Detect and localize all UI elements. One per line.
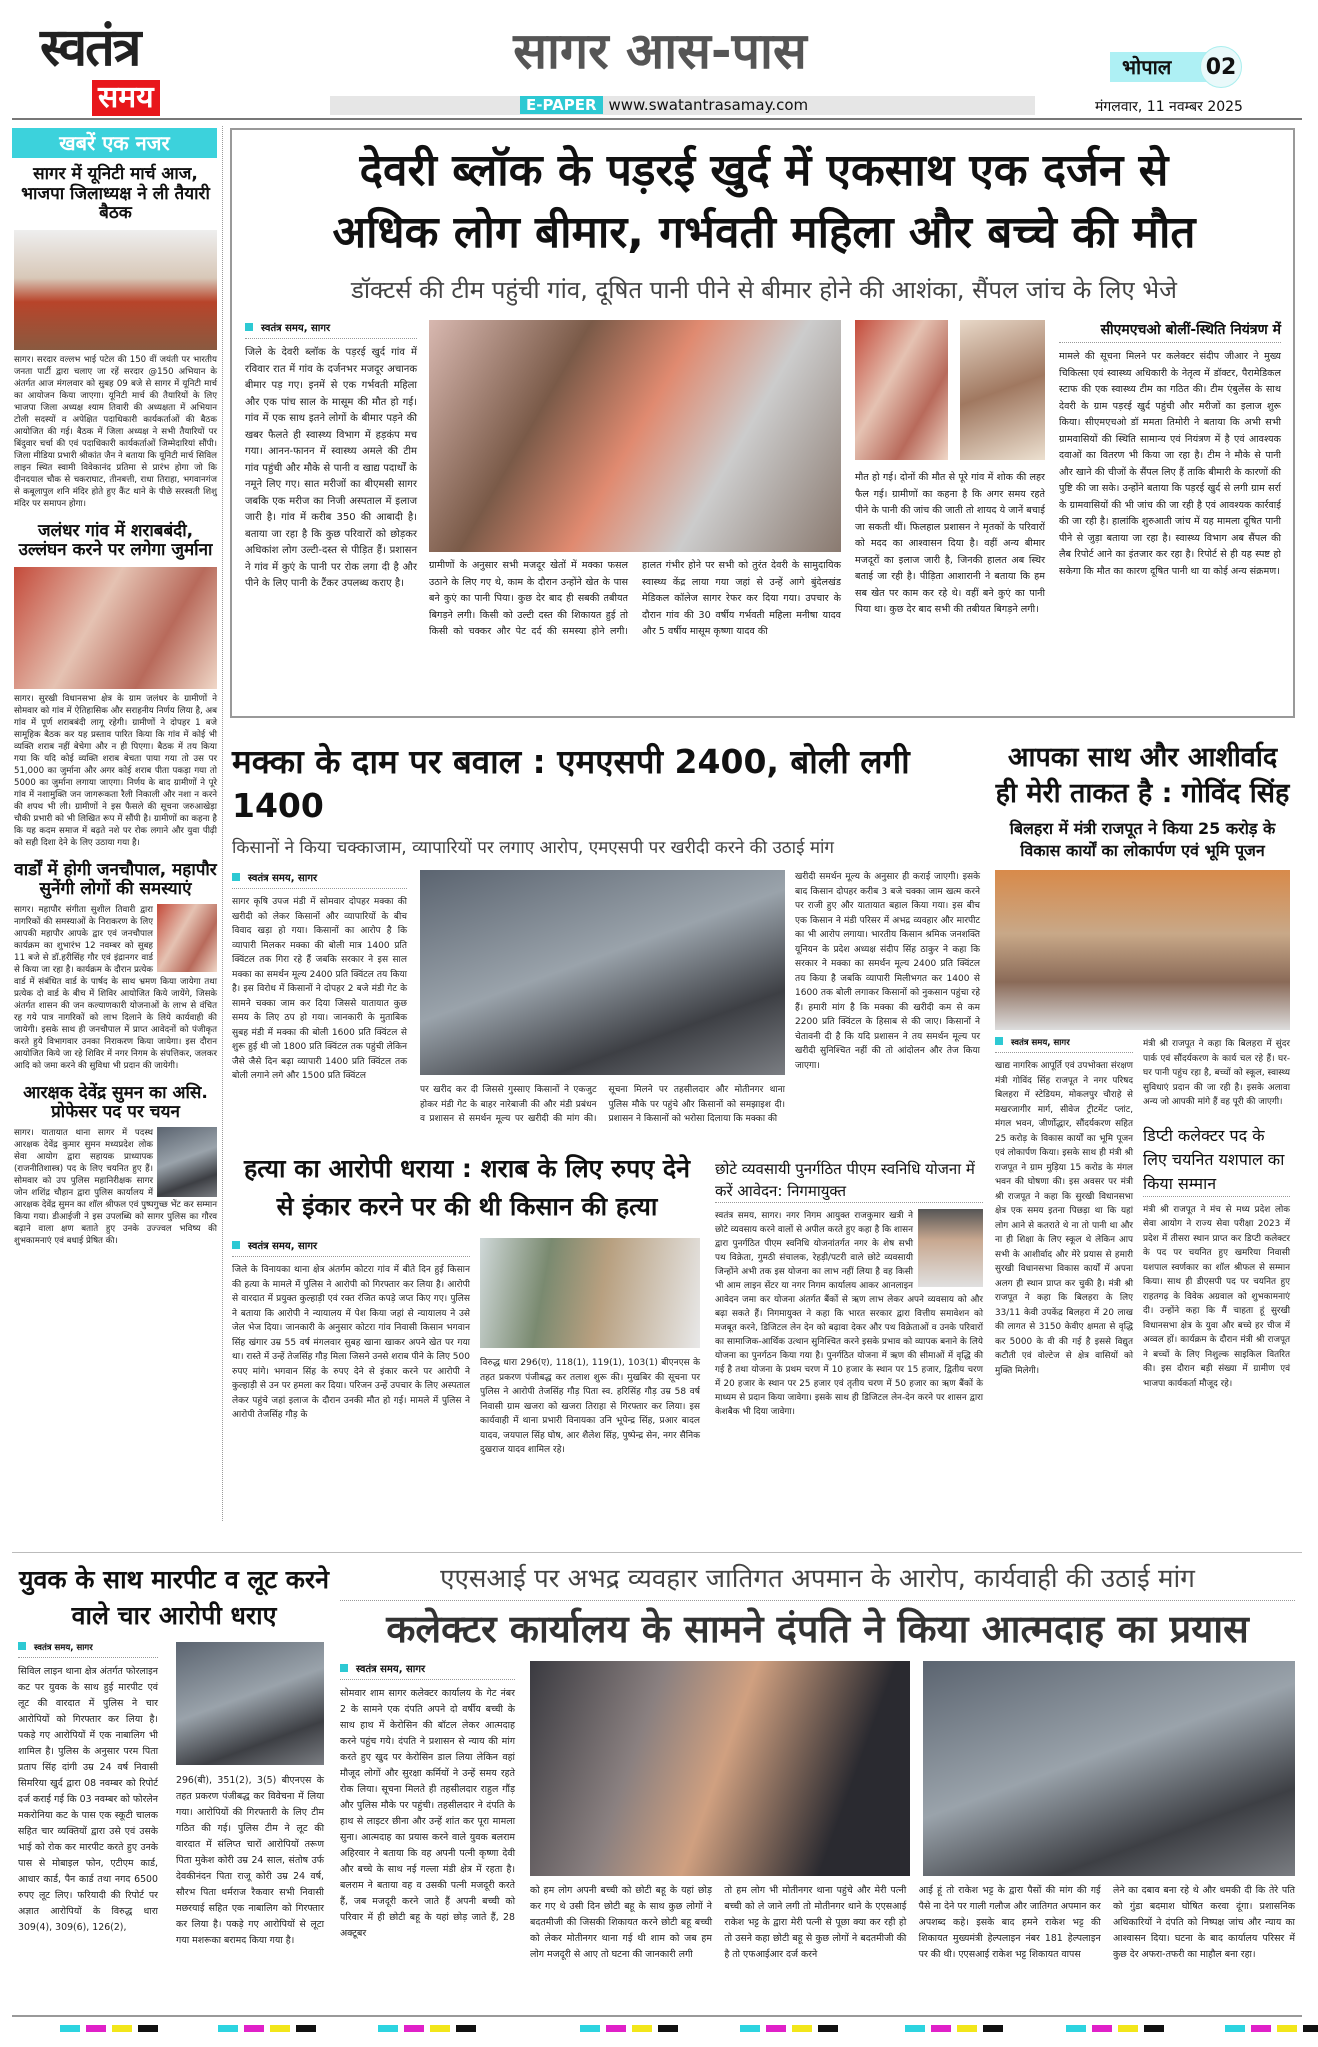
registration-mark	[244, 2025, 264, 2032]
registration-mark	[792, 2025, 812, 2032]
byline: स्वतंत्र समय, सागर	[245, 320, 417, 339]
farmers-protest-photo	[420, 870, 785, 1075]
story-headline: सागर में यूनिटी मार्च आज, भाजपा जिलाध्यक्ष ने ली तैयारी बैठक	[21, 164, 210, 224]
lead-story	[230, 128, 1295, 718]
registration-mark	[1251, 2025, 1271, 2032]
hatya-columns	[232, 1238, 702, 1458]
byline: स्वतंत्र समय, सागर	[18, 1642, 158, 1658]
lead-sidebar	[1059, 320, 1281, 580]
rally-photo	[14, 567, 217, 689]
makka-headline: मक्का के दाम पर बवाल : एमएसपी 2400, बोली लगी 1400	[232, 742, 910, 825]
byline: स्वतंत्र समय, सागर	[340, 1661, 515, 1680]
sidebar-story-unity	[14, 165, 217, 510]
sidebar-story-selection	[14, 1084, 217, 1247]
epaper-tag: E-PAPER	[520, 96, 603, 114]
sidebar-header: खबरें एक नजर	[12, 128, 217, 158]
mayor-photo	[157, 904, 217, 972]
registration-mark	[404, 2025, 424, 2032]
collector-col2: को हम लोग अपनी बच्ची को छोटी बहू के यहां छोड़ कर गए थे उसी दिन छोटी बहू के साथ कुछ लोगों ने बदतमीजी की जिसकी शिकायत करने छोटी बहू बच्ची को लेकर मोतीनगर थाना गई थी शाम को जब हम लोग मजदूरी से आए तो घटना की जानकारी लगी	[530, 1885, 712, 1960]
lead-col3: मौत हो गई। दोनों की मौत से पूरे गांव में शोक की लहर फैल गई। ग्रामीणों का कहना है कि अगर समय रहते पीने के पानी की जांच की जाती तो शायद ये जानें बचाई जा सकती थीं। फिलहाल प्रशासन ने मृतकों के परिवारों को मदद का आश्वासन दिया है। वहीं अन्य बीमार मजदूरों का इलाज जारी है, जिनकी हालत अब स्थिर बताई जा रही है। पीड़िता आशारानी ने बताया कि हम सब खेत पर काम कर रहे थे। वहीं बने कुएं का पानी पिया था। कुछ देर बाद सभी की तबीयत बिगड़ने लगी।	[855, 472, 1045, 615]
registration-mark	[957, 2025, 977, 2032]
makka-subhead: किसानों ने किया चक्काजाम, व्यापारियों पर लगाए आरोप, एमएसपी पर खरीदी करने की उठाई मांग	[232, 838, 834, 858]
registration-mark	[1144, 2025, 1164, 2032]
registration-mark	[740, 2025, 760, 2032]
govind-headline: आपका साथ और आशीर्वाद ही मेरी ताकत है : गोविंद सिंह	[995, 742, 1290, 809]
website-link[interactable]: www.swatantrasamay.com	[608, 96, 809, 114]
section-title: सागर आस-पास	[513, 22, 807, 80]
byline: स्वतंत्र समय, सागर	[232, 870, 407, 889]
govind-story	[995, 740, 1290, 1391]
collector-photos	[530, 1661, 1295, 1876]
sidebar-column	[14, 165, 217, 1259]
column-divider	[222, 126, 223, 1521]
story-body: खाद्य नागरिक आपूर्ति एवं उपभोक्ता संरक्षण मंत्री गोविंद सिंह राजपूत ने नगर परिषद बिलहरा में स्टेडियम, मोकलपुर चौराहे से मखरजागीर मार्ग, सीवेज ट्रीटमेंट प्लांट, मंगल भवन, जीर्णोद्धार, सौंदर्यकरण सहित 25 करोड़ के विकास कार्यों का भूमि पूजन एवं लोकार्पण किया। इसके साथ ही मंत्री श्री राजपूत ने ग्राम मुड़िया 15 करोड के मंगल भवन की घोषणा की। इस अवसर पर मंत्री श्री राजपूत ने कहा कि सुरखी विधानसभा क्षेत्र एक समय इतना पिछड़ा था कि यहां लोग आने से कतराते थे ना तो पानी था और ना ही शिक्षा के लिए स्कूल थे लेकिन आप सभी के आशीर्वाद और मेरे प्रयास से हमारी सुरखी विधानसभा विकास कार्यों में अपना अलग ही स्थान प्राप्त कर चुकी है। मंत्री श्री राजपूत ने कहा कि बिलहरा के लिए 33/11 केवी उपकेंद्र बिलहरा में 20 लाख की लागत से 3150 केवीए क्षमता से वृद्धि कर 5000 के वी की गई है इससे विद्युत कटौती एवं वोल्टेज से क्षेत्र वासियों को मुक्ति मिलेगी।	[995, 1061, 1133, 1376]
loot-col2-wrap	[176, 1642, 324, 1949]
loot-headline: युवक के साथ मारपीट व लूट करने वाले चार आरोपी धराए	[18, 1565, 330, 1630]
lead-col2: ग्रामीणों के अनुसार सभी मजदूर खेतों में मक्का फसल उठाने के लिए गए थे, काम के दौरान उन्होंने खेत के पास बने कुएं का पानी पिया। कुछ देर बाद ही सबकी तबीयत बिगड़ने लगी। किसी को उल्टी दस्त की शिकायत हुई तो किसी को चक्कर और पेट दर्द की समस्या होने लगी। हालत गंभीर होने पर सभी को तुरंत देवरी के सामुदायिक स्वास्थ्य केंद्र लाया गया जहां से उन्हें आगे बुंदेलखंड मेडिकल कॉलेज सागर रेफर कर दिया गया। उपचार के दौरान गांव की 30 वर्षीय गर्भवती महिला मनीषा यादव और 5 वर्षीय मासूम कृष्णा यादव की	[429, 560, 841, 637]
sidebar-story-janchaupal	[14, 861, 217, 1072]
registration-mark	[1225, 2025, 1245, 2032]
loot-columns	[14, 1642, 334, 1949]
registration-mark	[1303, 2025, 1318, 2032]
registration-mark	[766, 2025, 786, 2032]
story-body: सिविल लाइन थाना क्षेत्र अंतर्गत फोरलाइन कट पर युवक के साथ हुई मारपीट एवं लूट की वारदात में पुलिस ने चार आरोपियों को गिरफ्तार कर लिया है। पकड़े गए आरोपियों में एक नाबालिग भी शामिल है। पुलिस के अनुसार परम पिता प्रताप सिंह दांगी उम्र 24 वर्ष निवासी सिमरिया खुर्द द्वारा 08 नवम्बर को रिपोर्ट दर्ज कराई गई कि 03 नवम्बर को फोरलेन मकरोनिया कट के पास एक स्कूटी चालक सहित चार व्यक्तियों द्वारा उसे एवं उसके भाई को रोक कर मारपीट करते हुए उनके पास से मोबाइल फोन, एटीएम कार्ड, आधार कार्ड, पैन कार्ड तथा नगद 6500 रुपए लूट लिए। फरियादी की रिपोर्ट पर अज्ञात आरोपियों के विरुद्ध धारा 309(4), 309(6), 126(2),	[18, 1666, 158, 1933]
epaper-bar	[330, 96, 1035, 115]
logo: स्वतंत्र	[40, 18, 140, 78]
registration-mark	[296, 2025, 316, 2032]
collector-story	[340, 1562, 1295, 1963]
footer-rule	[12, 2015, 1302, 2017]
hatya-story	[232, 1150, 702, 1458]
story-body: सागर कृषि उपज मंडी में सोमवार दोपहर मक्का की खरीदी को लेकर किसानों और व्यापारियों के बीच विवाद खड़ा हो गया। किसानों का आरोप है कि व्यापारी मिलकर मक्का की बोली मात्र 1400 प्रति क्विंटल तक गिरा रहे हैं जबकि सरकार ने इस साल मक्का का समर्थन मूल्य 2400 प्रति क्विंटल तय किया है। इस विरोध में किसानों ने दोपहर 2 बजे मंडी गेट के सामने चक्का जाम कर दिया जिससे यातायात कुछ समय के लिए ठप हो गया। जानकारी के मुताबिक सुबह मंडी में मक्का की बोली 1600 प्रति क्विंटल से शुरू हुई थी जो 1800 प्रति क्विंटल तक पहुंची लेकिन जैसे जैसे दिन बढ़ा व्यापारी 1400 प्रति क्विंटल तक बोली लगाने लगे और 1500 प्रति क्विंटल	[232, 897, 407, 1081]
event-photo	[995, 870, 1290, 1030]
page-number: 02	[1200, 46, 1242, 88]
svanidhi-body	[715, 1209, 983, 1419]
lead-columns	[245, 320, 1283, 641]
registration-mark	[138, 2025, 158, 2032]
collector-columns	[340, 1661, 1295, 1963]
hatya-headline: हत्या का आरोपी धराया : शराब के लिए रुपए देने से इंकार करने पर की थी किसान की हत्या	[243, 1154, 691, 1221]
registration-mark	[270, 2025, 290, 2032]
victim-child-photo	[960, 320, 1045, 460]
lead-subhead: डॉक्टर्स की टीम पहुंची गांव, दूषित पानी पीने से बीमार होने की आशंका, सैंपल जांच के लिए भेजे	[351, 276, 1177, 304]
registration-mark	[606, 2025, 626, 2032]
arrested-accused-photo	[176, 1642, 324, 1765]
story-body: मामले की सूचना मिलने पर कलेक्टर संदीप जीआर ने मुख्य चिकित्सा एवं स्वास्थ्य अधिकारी के नेतृत्व में डॉक्टर, पैरामेडिकल स्टाफ की एक स्वास्थ्य टीम का गठित की। टीम एंबुलेंस के साथ देवरी के ग्राम पड़रई खुर्द पहुंची और मरीजों का इलाज शुरू किया। सीएमएचओ डॉ ममता तिमोरी ने बताया कि अभी सभी ग्रामवासियों की स्थिति सामान्य एवं नियंत्रण में है एवं आवश्यक दवाओं का वितरण भी किया जा रहा है। टीम ने मौके से पानी और खाने की चीजों के सैंपल लिए हैं ताकि बीमारी के कारणों की पुष्टि की जा सके। उन्होंने बताया कि पड़रई खुर्द से लगी ग्राम सर्रा के ग्रामवासियों की भी जांच की जा रही है एवं आवश्यक कार्रवाई की जा रही है। हालांकि शुरुआती जांच में यह मामला दूषित पानी पीने से जुड़ा बताया जा रहा है। स्वास्थ्य विभाग अब सैंपल की लैब रिपोर्ट आने का इंतजार कर रहा है। रिपोर्ट से ही यह स्पष्ट हो सकेगा कि मौत का कारण दूषित पानी था या कोई अन्य संक्रमण।	[1059, 351, 1281, 577]
lead-headline	[245, 140, 1283, 264]
hatya-col2: विरुद्ध धारा 296(ए), 118(1), 119(1), 103(1) बीएनएस के तहत प्रकरण पंजीबद्ध कर तलाश शुरू की। मुखबिर की सूचना पर पुलिस ने आरोपी तेजसिंह गौड़ पिता स्व. हरिसिंह गौड़ उम्र 58 वर्ष निवासी ग्राम खजरा को खजरा तिराहा से गिरफ्तार कर लिया। इस कार्यवाही में थाना प्रभारी विनायका उनि भूपेन्द्र सिंह, प्रआर बादल यादव, जयपाल सिंह घोष, आर शैलेश सिंह, पुष्पेन्द्र सेन, नगर सैनिक दुखराज यादव शामिल रहे।	[480, 1358, 700, 1455]
makka-col3: खरीदी समर्थन मूल्य के अनुसार ही कराई जाएगी। इसके बाद किसान दोपहर करीब 3 बजे चक्का जाम खत्म करने पर राजी हुए और यातायात बहाल किया गया। इस बीच एक किसान ने मंडी परिसर में अभद्र व्यवहार और मारपीट का भी आरोप लगाया। भारतीय किसान श्रमिक जनशक्ति यूनियन के प्रदेश अध्यक्ष संदीप सिंह ठाकुर ने कहा कि सरकार ने मक्का का समर्थन मूल्य 2400 प्रति क्विंटल तय किया है जबकि व्यापारी मिलीभगत कर 1400 से 1600 तक बोली लगाकर किसानों को नुकसान पहुंचा रहे हैं। हमारी मांग है कि मक्का की खरीदी कम से कम 2200 प्रति क्विंटल के हिसाब से की जाए। किसानों ने चेतावनी दी है कि यदि प्रशासन ने तय समर्थन मूल्य पर खरीदी सुनिश्चित नहीं की तो आंदोलन और तेज किया जाएगा।	[795, 872, 980, 1071]
makka-col2: पर खरीद कर दी जिससे गुस्साए किसानों ने एकजुट होकर मंडी गेट के बाहर नारेबाजी की और मंडी प्रबंधन व प्रशासन से समर्थन मूल्य पर खरीदी की मांग की। सूचना मिलने पर तहसीलदार और मोतीनगर थाना पुलिस मौके पर पहुंचे और किसानों को समझाइश दी। प्रशासन ने किसानों को भरोसा दिलाया कि मक्का की	[420, 1085, 785, 1124]
story-body: सागर। महापौर संगीता सुशील तिवारी द्वारा नागरिकों की समस्याओं के निराकरण के लिए आपकी महापौर आपके द्वार एवं जनचौपाल कार्यक्रम का शुभारंभ 12 नवम्बर को सुबह 11 बजे से डॉ.हरीसिंह गौर एवं इंद्रानगर वार्ड से किया जा रहा है। कार्यक्रम के दौरान प्रत्येक वार्ड में संबंधित वार्ड के पार्षद के साथ भ्रमण किया जायेगा तथा प्रत्येक दो वार्ड के बीच में शिविर आयोजित किये जायेंगे, जिसके अंतर्गत शासन की जन कल्याणकारी योजनाओं के लाभ से वंचित रह गये पात्र नागरिकों को लाभ दिलाने के लिये कार्यवाही की जायेगी। इसके साथ ही जनचौपाल में प्राप्त आवेदनों को पंजीकृत करते हुये विभागवार उनका निराकरण किया जायेगा। इस दौरान आयोजित किये जा रहे शिविर में नगर निगम के संपत्तिकर, जलकर आदि को जमा करने की सुविधा भी प्रदान की जायेगी।	[14, 904, 217, 1071]
registration-mark	[1066, 2025, 1086, 2032]
govind-subhead: बिलहरा में मंत्री राजपूत ने किया 25 करोड़ के विकास कार्यों का लोकार्पण एवं भूमि पूजन	[1009, 819, 1276, 860]
issue-date: मंगलवार, 11 नवम्बर 2025	[1095, 99, 1243, 115]
registration-mark	[632, 2025, 652, 2032]
headline-line: अधिक लोग बीमार, गर्भवती महिला और बच्चे की मौत	[332, 207, 1196, 258]
hatya-col2-wrap	[480, 1238, 700, 1458]
registration-mark	[580, 2025, 600, 2032]
registration-mark	[1118, 2025, 1138, 2032]
loot-story	[14, 1562, 334, 1949]
registration-mark	[1092, 2025, 1112, 2032]
registration-mark	[818, 2025, 838, 2032]
commissioner-photo	[918, 1209, 983, 1287]
story-body: सोमवार शाम सागर कलेक्टर कार्यालय के गेट नंबर 2 के सामने एक दंपति अपने दो वर्षीय बच्ची के साथ हाथ में केरोसिन की बॉटल लेकर आत्मदाह करने पहुंच गये। दंपति ने प्रशासन से न्याय की मांग करते हुए खुद पर केरोसिन डाल लिया लेकिन वहां मौजूद लोगों और सुरक्षा कर्मियों ने उन्हें समय रहते रोक लिया। सूचना मिलते ही तहसीलदार राहुल गौंड़ और पुलिस मौके पर पहुंची। तहसीलदार ने दंपति के हाथ से लाइटर छीना और उन्हें शांत कर पूरा मामला सुना। आत्मदाह का प्रयास करने वाले युवक बलराम अहिरवार ने बताया कि वह अपनी पत्नी कृष्णा देवी और बच्चे के साथ नई गल्ला मंडी क्षेत्र में रहता है। बलराम ने बताया वह व उसकी पत्नी मजदूरी करते हैं, जब मजदूरी करने जाते हैं अपनी बच्ची को परिवार में ही छोटी बहू के यहां छोड़ जाते हैं, 28 अक्टूबर	[340, 1688, 515, 1939]
city-badge: भोपाल	[1110, 52, 1210, 82]
story-body: सागर। सरदार वल्लभ भाई पटेल की 150 वीं जयंती पर भारतीय जनता पार्टी द्वारा चलाए जा रहें सरदार @150 अभियान के अंतर्गत आज मंगलवार को सुबह 09 बजे से सागर में यूनिटी मार्च का आयोजन किया जाएगा। यूनिटी मार्च की तैयारियों के लिए भाजपा जिला अध्यक्ष श्याम तिवारी की अध्यक्षता में अभियान टोली सदस्यों व अपेक्षित पदाधिकारी कार्यकर्ताओं की बैठक आयोजित की गई। बैठक में जिला अध्यक्ष ने सभी तैयारियों पर बिंदुवार चर्चा की एवं पदाधिकारी कार्यकर्ताओं जिम्मेदारियां सौंपी। जिला मीडिया प्रभारी श्रीकांत जैन ने बताया कि यूनिटी मार्च सिविल लाइन स्थित स्वामी विवेकानंद प्रतिमा से प्रारंभ होगा जो कि दीनदयाल चौक से चकराघाट, तीनबत्ती, राधा तिराहा, भगवानगंज से कबूलापुल शनि मंदिर होते हुए कैंट थाने के पीछे सरस्वती शिशु मंदिर पर समापन होगा।	[14, 354, 217, 509]
makka-story	[232, 740, 982, 1127]
story-headline: वार्डों में होगी जनचौपाल, महापौर सुनेंगी लोगों की समस्याएं	[14, 859, 217, 900]
meeting-photo	[14, 230, 217, 350]
govind-col2	[1143, 1037, 1290, 1391]
police-accused-photo	[480, 1238, 700, 1348]
registration-mark	[218, 2025, 238, 2032]
byline: स्वतंत्र समय, सागर	[995, 1037, 1133, 1053]
constable-photo	[157, 1127, 217, 1197]
logo-badge: समय	[92, 80, 160, 116]
govind-col1	[995, 1037, 1133, 1378]
registration-mark	[983, 2025, 1003, 2032]
story-body: जिले के देवरी ब्लॉक के पड़रई खुर्द गांव में रविवार रात में गांव के दर्जनभर मजदूर अचानक बीमार पड़ गए। इनमें से एक गर्भवती महिला और एक पांच साल के मासूम की मौत हो गई। गांव में एक साथ इतने लोगों के बीमार पड़ने की खबर फैलते ही स्वास्थ्य विभाग में हड़कंप मच गया। आनन-फानन में स्वास्थ्य अमले की टीम गांव पहुंची और मौके से पानी व खाद्य पदार्थों के नमूने लिए गए। सात मरीजों का बीएमसी सागर जबकि एक मरीज का निजी अस्पताल में इलाज जारी है। गांव में करीब 350 की आबादी है। बताया जा रहा है कि कुछ परिवारों को छोड़कर अधिकांश लोग उल्टी-दस्त से पीड़ित हैं। प्रशासन ने गांव में कुएं के पानी पर रोक लगा दी है और पीने के लिए पानी के टैंकर उपलब्ध कराए है।	[245, 347, 417, 589]
loot-col2: 296(बी), 351(2), 3(5) बीएनएस के तहत प्रकरण पंजीबद्ध कर विवेचना में लिया गया। आरोपियों की गिरफ्तारी के लिए टीम गठित की गई। पुलिस टीम ने लूट की वारदात में संलिप्त चारों आरोपियों तरूण पिता मुकेश कोरी उम्र 24 साल, संतोष उर्फ देवकीनंदन पिता राजू कोरी उम्र 24 वर्ष, सौरभ पिता धर्मराज रैकवार सभी निवासी मछरयाई सहित एक नाबालिग को गिरफ्तार कर लिया है। पकड़े गए आरोपियों से लूटा गया मशरूका बरामद किया गया है।	[176, 1775, 324, 1946]
registration-mark	[112, 2025, 132, 2032]
story-body: सागर। यातायात थाना सागर में पदस्थ आरक्षक देवेंद्र कुमार सुमन मध्यप्रदेश लोक सेवा आयोग द्वारा सहायक प्राध्यापक (राजनीतिशास्त्र) पद के लिए चयनित हुए हैं। सोमवार को उप पुलिस महानिरीक्षक सागर जोन शशिंद्र चौहान द्वारा पुलिस कार्यालय में आरक्षक देवेंद्र सुमन का शॉल श्रीफल एवं पुष्पगुच्छ भेंट कर सम्मान किया गया। डीआईजी ने इस उपलब्धि को सागर पुलिस का गौरव बढ़ाने वाला क्षण बताते हुए उनके उज्ज्वल भविष्य की शुभकामनाएं एवं बधाई प्रेषित की।	[14, 1127, 217, 1246]
story-headline: आरक्षक देवेंद्र सुमन का असि. प्रोफेसर पद पर चयन	[23, 1082, 208, 1123]
makka-middle	[420, 870, 785, 1127]
registration-mark	[86, 2025, 106, 2032]
loot-col1	[18, 1642, 158, 1936]
govind-columns	[995, 1037, 1290, 1391]
registration-mark	[430, 2025, 450, 2032]
makka-columns	[232, 870, 982, 1127]
collector-col3: तो हम लोग भी मोतीनगर थाना पहुंचे और मेरी पत्नी बच्ची को ले जाने लगी तो मोतीनगर थाने के एएसआई राकेश भट्ट के द्वारा मेरी पत्नी से पूछा क्या कर रही हो तो उसने कहा छोटी बहू से कुछ लोगों ने बदतमीजी की है तो एफआईआर दर्ज करने	[724, 1885, 907, 1960]
masthead-rule	[12, 118, 1302, 120]
sidebar-title: सीएमएचओ बोलीं-स्थिति नियंत्रण में	[1059, 320, 1281, 343]
lead-col3-wrap	[855, 320, 1045, 619]
collector-col1	[340, 1661, 515, 1942]
collector-kicker: एएसआई पर अभद्र व्यवहार जातिगत अपमान के आरोप, कार्यवाही की उठाई मांग	[340, 1562, 1295, 1601]
sub-headline: डिप्टी कलेक्टर पद के लिए चयनित यशपाल का किया सम्मान	[1143, 1124, 1290, 1197]
story-body: जिले के विनायका थाना क्षेत्र अंतर्गम कोटरा गांव में बीते दिन हुई किसान की हत्या के मामले में पुलिस ने आरोपी को गिरफ्तार कर लिया है। आरोपी से वारदात में प्रयुक्त कुल्हाड़ी एवं रक्त रंजित कपड़े जप्त किए गए। पुलिस ने बताया कि आरोपी ने न्यायालय में पेश किया जहां से न्यायालय ने उसे जेल भेज दिया। जानकारी के अनुसार कोटरा गांव निवासी किसान भगवान सिंह खंगार उम्र 55 वर्ष मंगलवार सुबह खाना खाकर अपने खेत पर गया था। रास्ते में उन्हें तेजसिंह गौड़ मिला जिसने उनसे शराब पीने के लिए 500 रुपए मांगे। भगवान सिंह के रुपए देने से इंकार करने पर आरोपी ने कुल्हाड़ी से उन पर हमला कर दिया। परिजन उन्हें उपचार के लिए अस्पताल लेकर पहुंचे जहां इलाज के दौरान उनकी मौत हो गई। मामले में पुलिस ने आरोपी तेजसिंह गौड़ के	[232, 1265, 470, 1420]
svanidhi-headline: छोटे व्यवसायी पुनर्गठित पीएम स्वनिधि योजना में करें आवेदन: निगमायुक्त	[715, 1158, 983, 1203]
lead-middle	[429, 320, 841, 641]
headline-line: देवरी ब्लॉक के पड़रई खुर्द में एकसाथ एक दर्जन से	[359, 145, 1169, 196]
collector-headline: कलेक्टर कार्यालय के सामने दंपति ने किया आत्मदाह का प्रयास	[386, 1607, 1249, 1651]
collector-col5: लेने का दबाव बना रहे थे और धमकी दी कि तेरे पति को गुंडा बदमाश घोषित करवा दूंगा। प्रशासनिक अधिकारियों ने दंपति को निष्पक्ष जांच और न्याय का आश्वासन दिया। घटना के बाद कार्यालय परिसर में कुछ देर अफरा-तफरी का माहौल बना रहा।	[1112, 1885, 1295, 1960]
hatya-col1	[232, 1238, 470, 1423]
sidebar-story-liquor-ban	[14, 522, 217, 849]
registration-mark	[658, 2025, 678, 2032]
registration-mark	[931, 2025, 951, 2032]
registration-mark	[1277, 2025, 1297, 2032]
story-headline: जलंधर गांव में शराबबंदी, उल्लंघन करने पर लगेगा जुर्माना	[18, 520, 213, 561]
victim-photos	[855, 320, 1045, 460]
story-body: स्वतंत्र समय, सागर। नगर निगम आयुक्त राजकुमार खत्री ने छोटे व्यवसाय करने वालों से अपील करते हुए कहा है कि शासन द्वारा पुनर्गठित पीएम स्वनिधि योजनांतर्गत नगर के शेष सभी पथ विक्रेता, गुमठी संचालक, रेहड़ी/पटरी वाले छोटे व्यवसायी जिन्होंने अभी तक इस योजना का लाभ नहीं लिया है वह किसी भी आम लाइन सेंटर या नगर निगम कार्यालय आकर आनलाइन आवेदन जमा कर योजना अंतर्गत बैंकों से ऋण लाभ लेकर अपने व्यवसाय को और बढ़ा सकते हैं। निगमायुक्त ने कहा कि भारत सरकार द्वारा वित्तीय समावेशन को मजबूत करने, डिजिटल लेन देन को बढ़ावा देकर और पथ विक्रेताओं व उनके परिवारों का सामाजिक-आर्थिक उत्थान सुनिश्चित करने इसके प्रभाव को व्यापक बनाने के लिये योजना का पुनर्गठन किया गया है। पुनर्गठित योजना में ऋण की सीमाओं में वृद्धि की गई है तथा योजना के प्रथम चरण में 10 हजार के स्थान पर 15 हजार, द्वितीय चरण में 20 हजार के स्थान पर 25 हजार एवं तृतीय चरण में 50 हजार का ऋण बैंकों के माध्यम से प्रदान किया जावेगा। इसके साथ ही डिजिटल लेन-देन करने पर शासन द्वारा केशबैक भी दिया जावेगा।	[715, 1211, 983, 1417]
health-camp-photo	[429, 320, 841, 552]
story-body: सागर। सुरखी विधानसभा क्षेत्र के ग्राम जलंधर के ग्रामीणों ने सोमवार को गांव में ऐतिहासिक और सराहनीय निर्णय लिया है, अब गांव में पूर्ण शराबबंदी लागू रहेगी। ग्रामीणों ने दोपहर 1 बजे सामूहिक बैठक कर यह प्रस्ताव पारित किया कि गांव में कोई भी व्यक्ति शराब नहीं बेचेगा और न ही पिएगा। बैठक में तय किया गया कि यदि कोई व्यक्ति शराब बेचता पाया गया तो उस पर 51,000 का जुर्माना और अगर कोई शराब पीता पकड़ा गया तो 5000 का जुर्माना लगाया जाएगा। निर्णय के बाद ग्रामीणों ने पूरे गांव में नशामुक्ति जन जागरूकता रैली निकाली और नशा न करने की शपथ भी ली। ग्रामीणों ने इस फैसले की सूचना जरुआखेड़ा चौकी प्रभारी को भी लिखित रूप में सौंपी है। ग्रामीणों का कहना है कि यह कदम समाज में बढ़ते नशे पर रोक लगाने और युवा पीढ़ी को सही दिशा देने के लिए उठाया गया है।	[14, 693, 217, 848]
registration-mark	[60, 2025, 80, 2032]
story-body: मंत्री श्री राजपूत ने मंच से मध्य प्रदेश लोक सेवा आयोग ने राज्य सेवा परीक्षा 2023 में प्रदेश में तीसरा स्थान प्राप्त कर डिप्टी कलेक्टर के पद पर चयनित हुए खमरिया निवासी यशपाल स्वर्णकार का शॉल श्रीफल से सम्मान किया। साथ ही डीएसपी पद पर चयनित हुए राहतगढ़ के विवेक अग्रवाल को शुभकामनाएं दी। उन्होंने कहा कि मैं चाहता हूं सुरखी विधानसभा क्षेत्र के युवा और बच्चे हर चीज में अव्वल हों। कार्यक्रम के दौरान मंत्री श्री राजपूत ने बच्चों के लिए निशुल्क साइकिल वितरित की। इस दौरान बड़ी संख्या में ग्रामीण एवं भाजपा कार्यकर्ता मौजूद रहे।	[1143, 1204, 1290, 1389]
section-divider	[12, 1552, 1302, 1553]
collector-text-columns	[530, 1883, 1295, 1963]
couple-photo	[530, 1661, 910, 1876]
registration-mark	[378, 2025, 398, 2032]
registration-mark	[905, 2025, 925, 2032]
kerosene-bottle-photo	[923, 1661, 1295, 1876]
story-body: मंत्री श्री राजपूत ने कहा कि बिलहरा में सुंदर पार्क एवं सौंदर्यकरण के कार्य चल रहे हैं। घर-घर पानी पहुंच रहा है, बच्चों को स्कूल, स्वास्थ्य सुविधाएं प्रदान की जा रही है। इसके अलावा अन्य जो आपकी मांगे हैं वह पूरी की जाएगी।	[1143, 1039, 1290, 1107]
lead-col1	[245, 320, 417, 593]
makka-col1	[232, 870, 407, 1084]
collector-right	[530, 1661, 1295, 1963]
registration-mark	[456, 2025, 476, 2032]
byline: स्वतंत्र समय, सागर	[232, 1238, 470, 1257]
victim-woman-photo	[855, 320, 948, 460]
svanidhi-story	[715, 1158, 983, 1419]
collector-col4: आई हूं तो राकेश भट्ट के द्वारा पैसों की मांग की गई पैसे ना देने पर गाली गलौज और जातिगत अपमान कर अपशब्द कहे। इसके बाद हमने राकेश भट्ट की शिकायत मुख्यमंत्री हेल्पलाइन नंबर 181 हेल्पलाइन पर की थी। एएसआई राकेश भट्ट शिकायत वापस	[918, 1885, 1101, 1960]
